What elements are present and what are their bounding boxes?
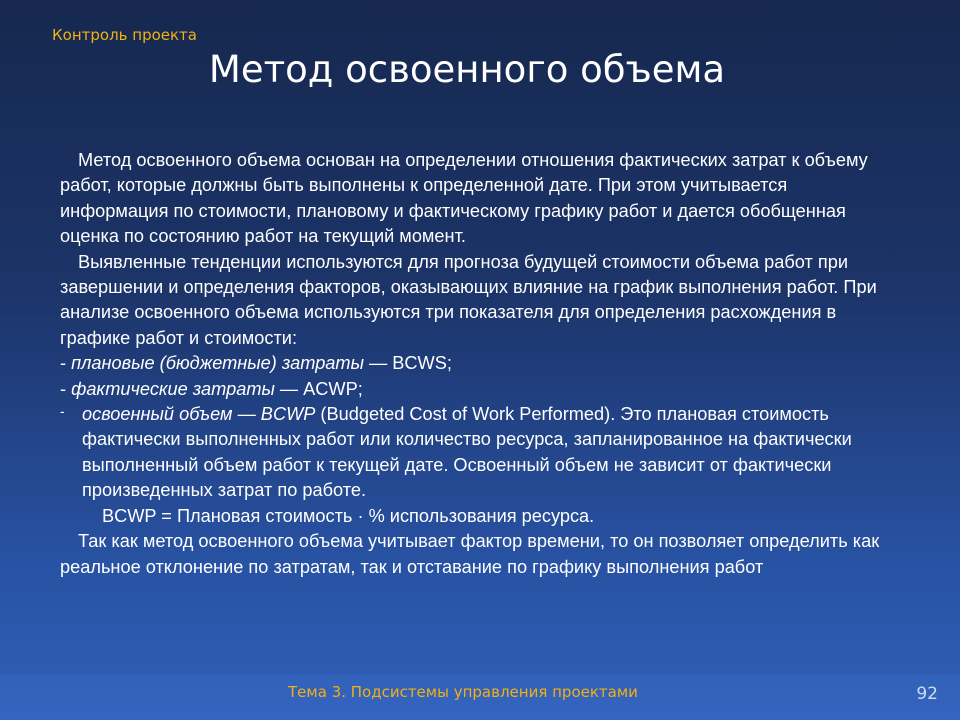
page-number: 92 — [916, 684, 938, 704]
term-earned-value: освоенный объем — BCWP — [82, 404, 316, 425]
list-item-prefix: - — [60, 378, 72, 399]
term-acwp-suffix: — ACWP; — [274, 378, 363, 399]
formula-bcwp: BCWP = Плановая стоимость · % использования ресурса. — [102, 505, 595, 526]
term-bcws-suffix: — BCWS; — [363, 353, 452, 374]
term-bcwp-description: (Budgeted Cost of Work Performed). Это плановая стоимость фактически выполненных работ или количество ресурса, запланированное на фактически выполненный объем работ к текущей дате. Освоенный объем не зависит от фактически произведенных затрат по работе. — [82, 404, 852, 501]
paragraph-intro: Метод освоенного объема основан на определении отношения фактических затрат к объему работ, которые должны быть выполнены к определенной дате. При этом учитывается информация по стоимости, плановому и фактическому графику работ и дается обобщенная оценка по состоянию работ на текущий момент. — [60, 150, 868, 247]
list-item-prefix: - — [60, 353, 72, 374]
list-item-bcwp-text — [82, 402, 890, 504]
paragraph-trends: Выявленные тенденции используются для прогноза будущей стоимости объема работ при завершении и определения факторов, оказывающих влияние на график выполнения работ. При анализе освоенного объема используются три показателя для определения расхождения в графике работ и стоимости: — [60, 251, 877, 348]
section-label: Контроль проекта — [52, 26, 197, 44]
paragraph-conclusion: Так как метод освоенного объема учитывает фактор времени, то он позволяет определить как реальное отклонение по затратам, так и отставание по графику выполнения работ — [60, 531, 880, 577]
slide-body — [60, 148, 890, 580]
slide-title: Метод освоенного объема — [208, 48, 726, 91]
list-item-bcws — [60, 351, 890, 376]
list-item-acwp — [60, 377, 890, 402]
list-item-bcwp — [60, 402, 890, 504]
term-actual-costs: фактические затраты — [71, 378, 275, 399]
bullet-dash-icon: - — [60, 403, 65, 420]
term-planned-costs: плановые (бюджетные) затраты — [71, 353, 364, 374]
footer-topic: Тема 3. Подсистемы управления проектами — [288, 683, 638, 701]
